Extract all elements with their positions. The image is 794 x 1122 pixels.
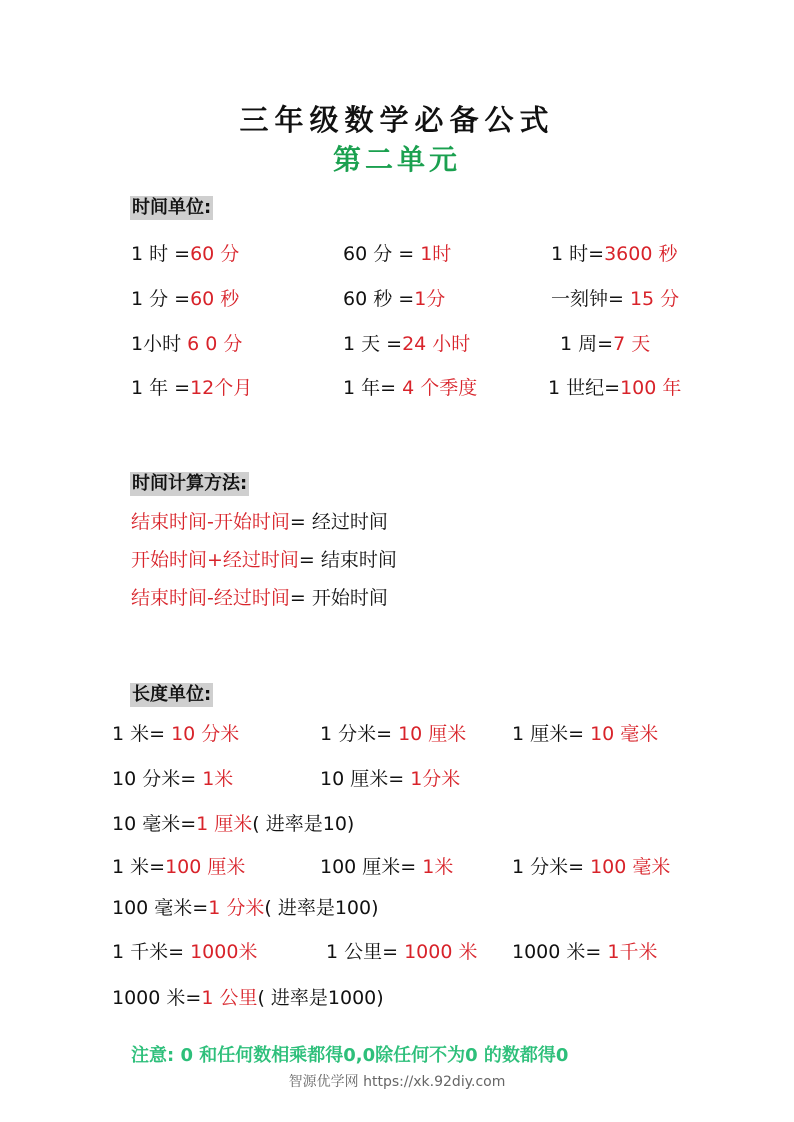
time-unit-item: 1 分 =60 秒 xyxy=(131,288,240,310)
time-unit-item: 1 年= 4 个季度 xyxy=(343,377,478,399)
length-unit-item: 10 厘米= 1分米 xyxy=(320,768,461,790)
time-calc-item: 结束时间-经过时间= 开始时间 xyxy=(131,587,388,609)
time-unit-item: 1 天 =24 小时 xyxy=(343,333,471,355)
length-unit-item: 1000 米= 1千米 xyxy=(512,941,658,963)
length-unit-item: 1000 米=1 公里( 进率是1000) xyxy=(112,987,384,1009)
time-calc-heading: 时间计算方法: xyxy=(132,473,248,494)
time-unit-item: 1 时=3600 秒 xyxy=(551,243,678,265)
time-unit-item: 60 分 = 1时 xyxy=(343,243,452,265)
length-unit-item: 1 分米= 100 毫米 xyxy=(512,856,671,878)
time-unit-item: 1 时 =60 分 xyxy=(131,243,240,265)
time-unit-item: 一刻钟= 15 分 xyxy=(551,288,680,310)
time-unit-item: 60 秒 =1分 xyxy=(343,288,446,310)
time-calc-item: 结束时间-开始时间= 经过时间 xyxy=(131,511,388,533)
length-unit-item: 1 米=100 厘米 xyxy=(112,856,246,878)
length-unit-item: 10 分米= 1米 xyxy=(112,768,234,790)
page-title: 三年级数学必备公式 xyxy=(239,103,555,137)
length-unit-item: 100 厘米= 1米 xyxy=(320,856,454,878)
time-unit-item: 1 周=7 天 xyxy=(560,333,651,355)
length-unit-item: 1 千米= 1000米 xyxy=(112,941,258,963)
length-unit-item: 100 毫米=1 分米( 进率是100) xyxy=(112,897,379,919)
time-unit-item: 1小时 6 0 分 xyxy=(131,333,243,355)
note-text: 注意: 0 和任何数相乘都得0,0除任何不为0 的数都得0 xyxy=(131,1045,569,1066)
footer-watermark: 智源优学网 https://xk.92diy.com xyxy=(288,1074,506,1090)
length-unit-item: 1 公里= 1000 米 xyxy=(326,941,478,963)
length-unit-item: 1 分米= 10 厘米 xyxy=(320,723,467,745)
time-calc-item: 开始时间+经过时间= 结束时间 xyxy=(131,549,397,571)
length-unit-item: 1 厘米= 10 毫米 xyxy=(512,723,659,745)
length-unit-item: 10 毫米=1 厘米( 进率是10) xyxy=(112,813,355,835)
page-subtitle: 第二单元 xyxy=(332,143,461,176)
length-unit-item: 1 米= 10 分米 xyxy=(112,723,240,745)
time-unit-item: 1 年 =12个月 xyxy=(131,377,253,399)
time-unit-item: 1 世纪=100 年 xyxy=(548,377,682,399)
length-units-heading: 长度单位: xyxy=(132,684,212,705)
time-units-heading: 时间单位: xyxy=(132,197,212,218)
